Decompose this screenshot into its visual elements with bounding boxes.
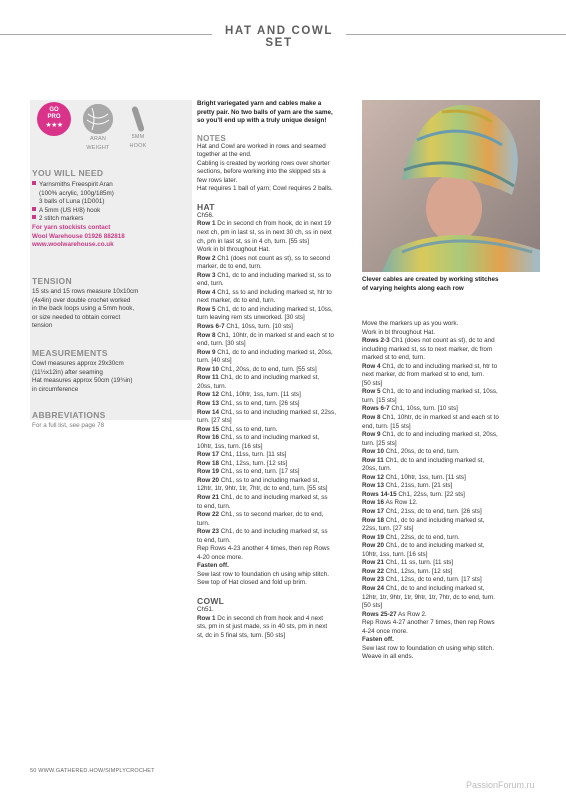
instruction-line xyxy=(362,551,542,560)
row-text: Ch1 (does not count as st), ss to second xyxy=(215,254,331,262)
abbreviations-title: ABBREVIATIONS xyxy=(32,410,106,420)
instruction-line xyxy=(197,289,355,298)
header-rule-left xyxy=(0,34,212,35)
instruction-line xyxy=(362,585,542,594)
row-text: 20ss, turn. xyxy=(362,465,392,473)
row-text: Ch51. xyxy=(197,605,214,613)
instruction-line xyxy=(197,460,355,469)
row-text: Ch1, ss to and including marked st, htr to xyxy=(215,288,332,296)
instruction-line xyxy=(362,594,542,603)
instruction-line xyxy=(362,440,542,449)
instruction-line xyxy=(197,571,355,580)
row-label: Row 16 xyxy=(197,434,220,442)
page-title: HAT AND COWL SET xyxy=(225,25,333,49)
instruction-line xyxy=(362,405,542,414)
row-label: Row 21 xyxy=(362,559,385,567)
tension-line: 15 sts and 15 rows measure 10x10cm xyxy=(32,288,139,295)
pattern-column-2 xyxy=(362,320,542,662)
cowl-title: COWL xyxy=(197,595,225,606)
row-text: turn. [25 sts] xyxy=(362,439,397,447)
yarn-label-2: WEIGHT xyxy=(86,144,110,151)
intro-line: pretty pair. No two balls of yarn are the same, xyxy=(197,108,333,116)
you-will-need-section xyxy=(32,168,192,250)
instruction-line xyxy=(362,636,542,645)
instruction-line xyxy=(362,576,542,585)
row-label: Row 5 xyxy=(362,388,381,396)
cowl-instructions xyxy=(197,606,355,640)
row-text: [50 sts] xyxy=(362,379,383,387)
abbreviations-section xyxy=(32,410,192,431)
row-text: st, dc in 5 final sts, turn. [50 sts] xyxy=(197,631,286,639)
row-text: turn. [15 sts] xyxy=(362,396,397,404)
instruction-line xyxy=(197,623,355,632)
row-text: Ch56. xyxy=(197,211,214,219)
row-text: Work in bl throughout Hat. xyxy=(197,246,271,254)
row-text: next marker, dc to end, turn. xyxy=(197,297,276,305)
skill-level-badge xyxy=(34,104,74,136)
row-label: Row 2 xyxy=(197,254,216,262)
row-text: As Row 2. xyxy=(396,610,427,618)
row-text: Ch1, dc to and including marked st, 10ss, xyxy=(380,388,498,396)
instruction-line xyxy=(197,451,355,460)
row-text: Ch1, 10ss, turn. [10 sts] xyxy=(389,405,458,413)
row-label: Row 8 xyxy=(197,331,216,339)
row-text: Ch1, dc to and including marked st, xyxy=(384,584,485,592)
row-text: Ch1, 12ss, turn. [12 sts] xyxy=(384,567,453,575)
row-text: Move the markers up as you work. xyxy=(362,320,459,327)
row-text: Ch1, dc to and including marked st, xyxy=(384,542,485,550)
row-text: Rep Rows 4-27 another 7 times, then rep Rows xyxy=(362,619,495,627)
caption-line: of varying heights along each row xyxy=(362,284,464,292)
instruction-line xyxy=(197,554,355,563)
tension-line: in the back loops using a 5mm hook, xyxy=(32,305,135,313)
instruction-line xyxy=(197,280,355,289)
instruction-line xyxy=(197,426,355,435)
crochet-hook-icon xyxy=(131,106,145,133)
level-bottom: PRO xyxy=(47,114,61,120)
row-text: next marker, dc from marked st to end, turn. xyxy=(362,371,485,379)
row-label: Row 12 xyxy=(362,473,385,481)
stockist-phone: Wool Warehouse 01926 882818 xyxy=(32,232,125,240)
yarn-label-1: ARAN xyxy=(89,136,107,142)
instruction-line xyxy=(197,528,355,537)
instruction-line xyxy=(362,380,542,389)
level-top: GO xyxy=(49,107,59,113)
row-label: Row 4 xyxy=(197,288,216,296)
row-text: Ch1 (does not count as st), dc to and xyxy=(389,337,495,345)
row-text: turn. [27 sts] xyxy=(197,417,232,425)
abbreviations-text: For a full list, see page 78 xyxy=(32,422,105,429)
bullet-square-icon xyxy=(32,215,36,219)
row-text: Ch1, ss to and including marked st, 22ss, xyxy=(219,408,336,416)
row-label: Row 17 xyxy=(197,451,220,459)
row-text: Ch1, dc to and including marked st, 10ss, xyxy=(215,305,333,313)
notes-line: Hat requires 1 ball of yarn; Cowl requires 2 balls. xyxy=(197,185,333,193)
row-label: Row 22 xyxy=(362,567,385,575)
instruction-line xyxy=(362,508,542,517)
instruction-line xyxy=(362,354,542,363)
row-label: Row 23 xyxy=(197,528,220,536)
row-label: Row 1 xyxy=(197,614,216,622)
row-label: Row 13 xyxy=(197,399,220,407)
instruction-line xyxy=(197,632,355,641)
row-text: Rep Rows 4-23 another 4 times, then rep Rows xyxy=(197,545,330,553)
row-text: Ch1, 20ss, dc to end, turn. [55 sts] xyxy=(219,365,317,373)
row-text: turn. [40 sts] xyxy=(197,357,232,365)
row-label: Row 9 xyxy=(362,431,381,439)
instruction-line xyxy=(362,491,542,500)
row-text: Sew top of Hat closed and fold up brim. xyxy=(197,579,307,587)
instruction-line xyxy=(362,653,542,662)
row-text: Ch1, 10htr, dc in marked st and each st to xyxy=(380,414,499,422)
row-label: Row 24 xyxy=(362,584,385,592)
instruction-line xyxy=(197,383,355,392)
bullet-square-icon xyxy=(32,181,36,185)
row-text: Ch1, ss to second marker, dc to end, xyxy=(219,511,324,519)
row-text: Ch1, 20ss, dc to end, turn. xyxy=(384,448,460,456)
instruction-line xyxy=(197,545,355,554)
row-text: Ch1, dc to and including marked st, 20ss, xyxy=(215,348,333,356)
row-text: 4-20 once more. xyxy=(197,553,243,561)
instruction-line xyxy=(362,619,542,628)
instruction-line xyxy=(362,448,542,457)
row-text: 4-24 once more. xyxy=(362,627,408,635)
row-text: Ch1, 12ss, dc to end, turn. [17 sts] xyxy=(384,576,482,584)
instruction-line xyxy=(362,346,542,355)
need-item-detail: 3 balls of Luna (1D001) xyxy=(39,198,105,206)
row-text: Ch1, dc to and including marked st, htr to xyxy=(380,362,498,370)
instruction-line xyxy=(197,417,355,426)
row-text: turn. xyxy=(197,519,210,527)
instruction-line xyxy=(197,443,355,452)
row-label: Row 18 xyxy=(197,459,220,467)
instruction-line xyxy=(362,517,542,526)
row-label: Rows 2-3 xyxy=(362,337,390,345)
row-label: Row 22 xyxy=(197,511,220,519)
instruction-line xyxy=(197,615,355,624)
instruction-line xyxy=(197,391,355,400)
instruction-line xyxy=(197,520,355,529)
row-label: Row 16 xyxy=(362,499,385,507)
row-text: Dc in second ch from hook and 4 next xyxy=(215,614,324,622)
row-label: Row 20 xyxy=(197,476,220,484)
row-text: Ch1, 10htr, 1ss, turn. [11 sts] xyxy=(219,391,301,399)
notes-line: Cabling is created by working rows over shorter xyxy=(197,159,330,167)
row-text: Ch1, dc to and including marked st, ss to xyxy=(215,271,332,279)
measurement-line: Hat measures approx 50cm (19¾in) xyxy=(32,377,133,385)
intro-line: so you’ll end up with a truly unique design! xyxy=(197,117,327,125)
instruction-line xyxy=(362,371,542,380)
instruction-line xyxy=(197,263,355,272)
page-footer: 50 WWW.GATHERED.HOW/SIMPLYCROCHET xyxy=(30,768,155,774)
instruction-line xyxy=(197,537,355,546)
hook-label-1: 5MM xyxy=(131,134,145,140)
intro-line: Bright variegated yarn and cables make a xyxy=(197,100,322,107)
row-text: end, turn. [30 sts] xyxy=(197,340,246,348)
yarn-weight-badge xyxy=(78,104,118,151)
instruction-line xyxy=(362,525,542,534)
hook-label-2: HOOK xyxy=(129,142,147,149)
row-text: Ch1, 22ss, turn. [22 sts] xyxy=(396,490,465,498)
row-label: Row 5 xyxy=(197,305,216,313)
row-text: Ch1, ss to end, turn. [26 sts] xyxy=(219,399,300,407)
row-text: marked st to end, turn. xyxy=(362,354,425,362)
instruction-line xyxy=(362,559,542,568)
row-text: Ch1, dc to and including marked st, xyxy=(218,374,320,382)
pattern-column-1 xyxy=(197,100,355,640)
instruction-line xyxy=(197,400,355,409)
instruction-line xyxy=(362,423,542,432)
instruction-line xyxy=(197,366,355,375)
instruction-line xyxy=(197,562,355,571)
row-text: including marked st, ss to next marker, dc from xyxy=(362,345,493,353)
row-label: Row 18 xyxy=(362,516,385,524)
row-text: end, turn. [15 sts] xyxy=(362,422,411,430)
notes-body xyxy=(197,143,355,194)
instruction-line xyxy=(362,397,542,406)
measurement-line: (11½x12in) after seaming xyxy=(32,368,103,376)
row-text: 10htr, 1ss, turn. [16 sts] xyxy=(362,550,428,558)
instruction-line xyxy=(362,337,542,346)
row-label: Row 15 xyxy=(197,425,220,433)
row-text: ch, pm in last st, ss in 4 ch, turn. [55 sts] xyxy=(197,237,309,245)
instruction-line xyxy=(362,499,542,508)
instruction-line xyxy=(197,468,355,477)
row-text: Ch1, 22ss, dc to end, turn. xyxy=(384,533,460,541)
instruction-line xyxy=(362,329,542,338)
badge-row xyxy=(32,104,190,154)
instruction-line xyxy=(197,511,355,520)
row-label: Row 9 xyxy=(197,348,216,356)
level-stars: ★★★ xyxy=(45,122,63,129)
instruction-line xyxy=(197,246,355,255)
watermark: PassionForum.ru xyxy=(466,780,535,790)
instruction-line xyxy=(197,477,355,486)
tension-line: tension xyxy=(32,322,53,330)
row-text: sts, pm in st just made, ss in 40 sts, pm in next xyxy=(197,623,328,631)
instruction-line xyxy=(197,272,355,281)
row-label: Rows 6-7 xyxy=(362,405,390,413)
instruction-line xyxy=(362,474,542,483)
instruction-line xyxy=(362,414,542,423)
row-label: Row 11 xyxy=(197,374,219,382)
measurements-title: MEASUREMENTS xyxy=(32,348,108,358)
instruction-line xyxy=(362,363,542,372)
instruction-line xyxy=(362,457,542,466)
row-label: Row 10 xyxy=(197,365,220,373)
row-label: Row 19 xyxy=(197,468,220,476)
caption-line: Clever cables are created by working stitches xyxy=(362,276,499,283)
page-header xyxy=(0,24,566,49)
tension-line: or size needed to obtain correct xyxy=(32,313,121,321)
instruction-line xyxy=(197,314,355,323)
instruction-line xyxy=(362,645,542,654)
notes-line: few rows later. xyxy=(197,176,238,184)
measurements-section xyxy=(32,348,192,394)
row-label: Row 14 xyxy=(197,408,220,416)
row-text: Ch1, dc to and including marked st, ss xyxy=(219,528,328,536)
instruction-line xyxy=(197,485,355,494)
row-text: Ch1, 21ss, turn. [21 sts] xyxy=(384,482,453,490)
row-text: 12htr, 1tr, 9htr, 1tr, 9htr, 1tr, 7htr, dc to end, turn. xyxy=(362,593,496,601)
notes-title: NOTES xyxy=(197,133,227,143)
row-text: 10htr, 1ss, turn. [16 sts] xyxy=(197,442,263,450)
instruction-line xyxy=(197,212,355,221)
measurement-line: in circumference xyxy=(32,385,79,393)
instruction-line xyxy=(362,542,542,551)
row-text: Sew last row to foundation ch using whip stitch. xyxy=(197,570,329,578)
instruction-line xyxy=(362,388,542,397)
instruction-line xyxy=(197,332,355,341)
instruction-line xyxy=(197,220,355,229)
hat-photo xyxy=(362,100,540,272)
bullet-square-icon xyxy=(32,207,36,211)
instruction-line xyxy=(362,602,542,611)
row-label: Row 13 xyxy=(362,482,385,490)
row-label: Row 17 xyxy=(362,508,385,516)
notes-line: sections, before working into the skipped sts a xyxy=(197,168,326,176)
instruction-line xyxy=(197,238,355,247)
intro-paragraph xyxy=(197,100,355,126)
tension-section xyxy=(32,276,192,331)
instruction-line xyxy=(197,349,355,358)
instruction-line xyxy=(362,611,542,620)
header-rule-right xyxy=(346,34,566,35)
row-text: 20ss, turn. xyxy=(197,382,227,390)
notes-line: Hat and Cowl are worked in rows and seamed xyxy=(197,142,326,150)
row-text: Ch1, 10htr, dc in marked st and each st to xyxy=(215,331,334,339)
instruction-line xyxy=(362,465,542,474)
instruction-line xyxy=(197,297,355,306)
row-label: Row 3 xyxy=(197,271,216,279)
instruction-line xyxy=(197,494,355,503)
need-item-detail: (100% acrylic, 100g/185m) xyxy=(39,189,114,197)
row-text: Ch1, 11 ss, turn. [11 sts] xyxy=(384,559,454,567)
row-text: [50 sts] xyxy=(362,602,383,610)
photo-caption xyxy=(362,276,540,293)
row-text: 22ss, turn. [27 sts] xyxy=(362,525,414,533)
instruction-line xyxy=(197,255,355,264)
row-label: Row 10 xyxy=(362,448,385,456)
row-text: end, turn. xyxy=(197,280,224,288)
row-label: Row 12 xyxy=(197,391,220,399)
yarn-ball-icon xyxy=(83,104,113,134)
instruction-line xyxy=(197,229,355,238)
you-will-need-title: YOU WILL NEED xyxy=(32,168,104,178)
row-label: Rows 25-27 xyxy=(362,610,397,618)
row-label: Fasten off. xyxy=(362,636,394,644)
instruction-line xyxy=(197,357,355,366)
instruction-line xyxy=(197,503,355,512)
instruction-line xyxy=(362,431,542,440)
row-text: Work in bl throughout Hat. xyxy=(362,328,436,336)
row-text: Ch1, dc to and including marked st, xyxy=(383,456,485,464)
instruction-line xyxy=(362,628,542,637)
row-text: Ch1, dc to and including marked st, 20ss, xyxy=(380,431,498,439)
row-text: As Row 12. xyxy=(384,499,418,507)
row-text: marker, dc to end, turn. xyxy=(197,263,262,271)
instruction-line xyxy=(197,579,355,588)
row-text: next ch, pm in last st, ss in next 30 ch, ss in next xyxy=(197,229,332,237)
row-text: Sew last row to foundation ch using whip stitch. xyxy=(362,644,494,652)
instruction-line xyxy=(197,606,355,615)
instruction-line xyxy=(197,409,355,418)
row-label: Row 4 xyxy=(362,362,381,370)
instruction-line xyxy=(362,320,542,329)
row-text: Dc in second ch from hook, dc in next 19 xyxy=(215,220,332,228)
notes-line: together at the end. xyxy=(197,151,252,159)
instruction-line xyxy=(197,434,355,443)
row-text: turn leaving rem sts unworked. [30 sts] xyxy=(197,314,305,322)
row-text: Ch1, ss to end, turn. [17 sts] xyxy=(219,468,300,476)
instruction-line xyxy=(362,568,542,577)
row-label: Row 23 xyxy=(362,576,385,584)
row-label: Row 20 xyxy=(362,542,385,550)
row-label: Rows 14-15 xyxy=(362,490,397,498)
stockist-url[interactable]: www.woolwarehouse.co.uk xyxy=(32,241,114,249)
row-label: Rows 6-7 xyxy=(197,323,225,331)
row-text: 12htr, 1tr, 9htr, 1tr, 7htr, dc to end, turn. [55 sts] xyxy=(197,485,328,493)
tension-title: TENSION xyxy=(32,276,72,286)
row-text: Ch1, dc to and including marked st, ss xyxy=(219,493,328,501)
measurement-line: Cowl measures approx 29x30cm xyxy=(32,360,124,367)
row-text: Ch1, 10htr, 1ss, turn. [11 sts] xyxy=(384,473,466,481)
row-text: Ch1, 21ss, dc to end, turn. [26 sts] xyxy=(384,508,482,516)
row-text: Weave in all ends. xyxy=(362,653,414,661)
row-text: Ch1, 11ss, turn. [11 sts] xyxy=(219,451,287,459)
stockist-line: For yarn stockists contact xyxy=(32,223,111,231)
row-text: Ch1, dc to and including marked st, xyxy=(384,516,485,524)
instruction-line xyxy=(362,482,542,491)
need-item: 2 stitch markers xyxy=(32,215,192,224)
hat-title: HAT xyxy=(197,201,215,212)
row-label: Row 21 xyxy=(197,493,220,501)
instruction-line xyxy=(197,306,355,315)
need-item: Yarnsmiths Freespirit Aran xyxy=(32,181,192,190)
hat-instructions xyxy=(197,212,355,588)
tension-line: (4x4in) over double crochet worked xyxy=(32,296,131,304)
instruction-line xyxy=(197,374,355,383)
row-text: Ch1, ss to end, turn. xyxy=(219,425,278,433)
row-label: Row 19 xyxy=(362,533,385,541)
instruction-line xyxy=(197,323,355,332)
row-text: to end, turn. xyxy=(197,536,231,544)
hook-size-badge xyxy=(118,104,158,149)
row-label: Row 11 xyxy=(362,456,384,464)
row-text: Ch1, 10ss, turn. [10 sts] xyxy=(224,323,293,331)
row-text: Ch1, ss to and including marked st, xyxy=(219,434,320,442)
need-item: A 5mm (US H/8) hook xyxy=(32,207,192,216)
row-text: Ch1, 12ss, turn. [12 sts] xyxy=(219,459,288,467)
row-label: Row 1 xyxy=(197,220,216,228)
row-text: to end, turn. xyxy=(197,502,231,510)
instruction-line xyxy=(362,534,542,543)
row-label: Row 8 xyxy=(362,414,381,422)
row-label: Fasten off. xyxy=(197,562,229,570)
row-text: Ch1, ss to and including marked st, xyxy=(219,476,320,484)
instruction-line xyxy=(197,340,355,349)
